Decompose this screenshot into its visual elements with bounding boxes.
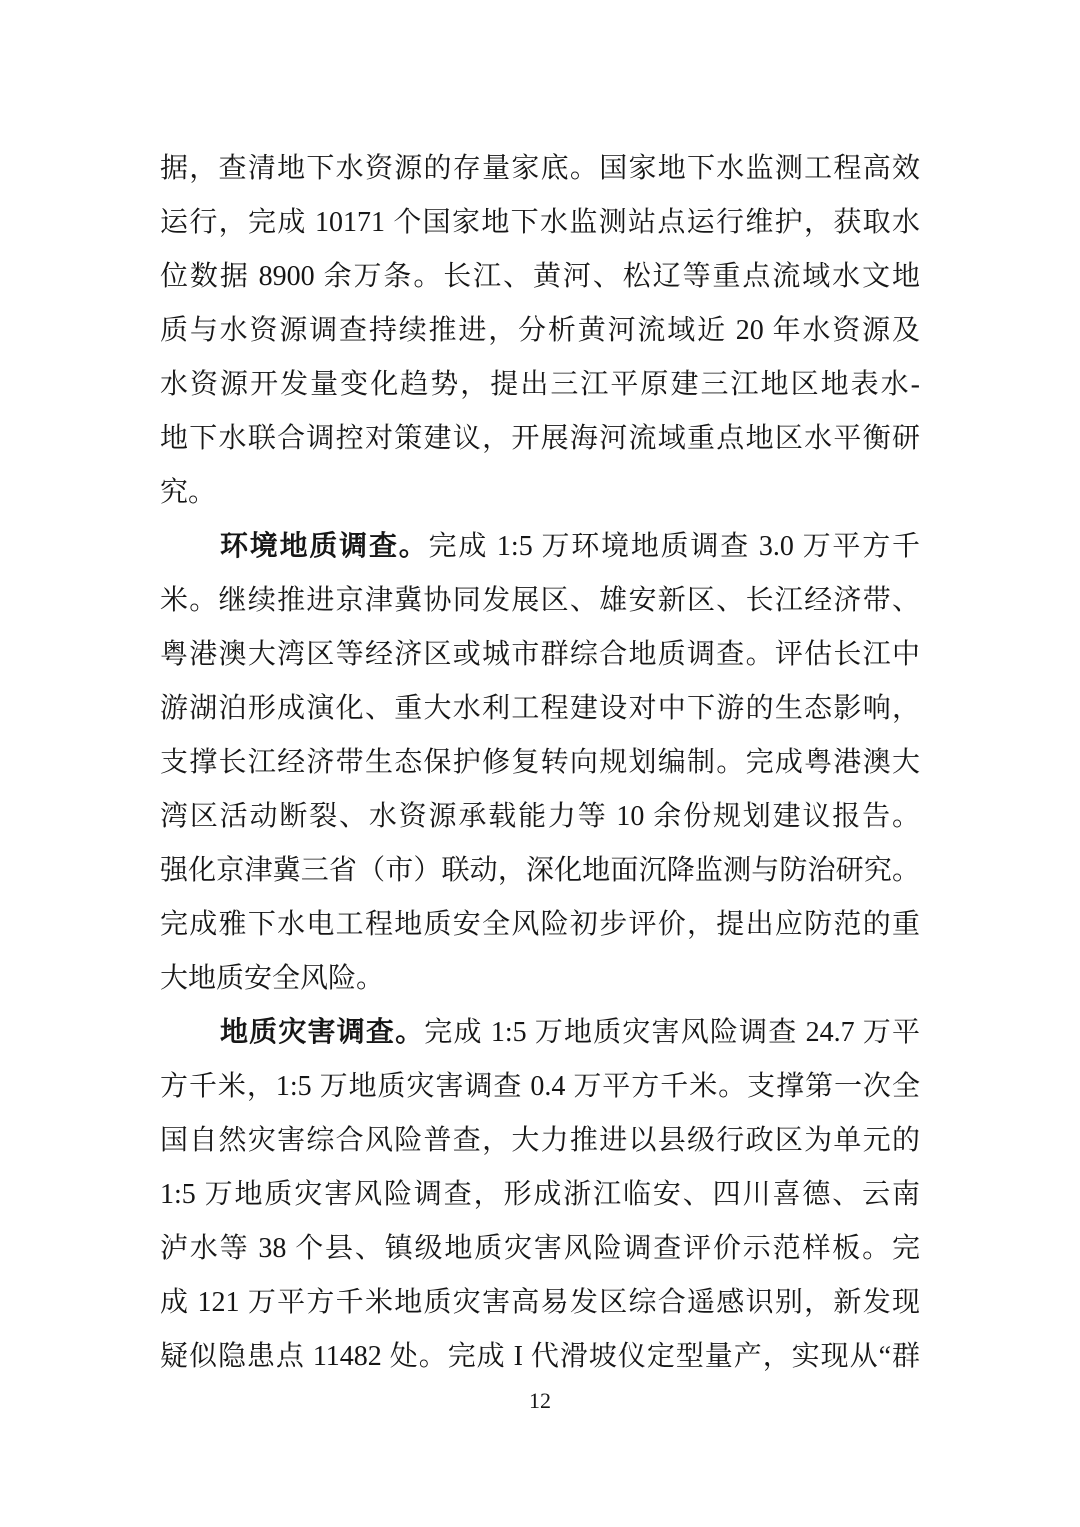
text-run: 1:5 万地质灾害风险调查，形成浙江临安、四川喜德、云南	[160, 1179, 920, 1210]
text-line	[160, 1114, 920, 1168]
text-run: 米。继续推进京津冀协同发展区、雄安新区、长江经济带、	[160, 585, 920, 616]
text-run: 完成雅下水电工程地质安全风险初步评价，提出应防范的重	[160, 909, 920, 940]
text-line	[160, 520, 920, 574]
text-line	[160, 304, 920, 358]
text-run: 大地质安全风险。	[160, 963, 385, 994]
text-line	[160, 682, 920, 736]
text-run: 完成 1:5 万环境地质调查 3.0 万平方千	[428, 531, 920, 562]
text-run: 方千米，1:5 万地质灾害调查 0.4 万平方千米。支撑第一次全	[160, 1071, 920, 1102]
text-line	[160, 466, 920, 520]
text-run: 运行，完成 10171 个国家地下水监测站点运行维护，获取水	[160, 207, 920, 238]
text-line	[160, 250, 920, 304]
text-run: 泸水等 38 个县、镇级地质灾害风险调查评价示范样板。完	[160, 1233, 920, 1264]
text-line	[160, 1222, 920, 1276]
text-run: 完成 1:5 万地质灾害风险调查 24.7 万平	[424, 1017, 920, 1048]
text-line	[160, 790, 920, 844]
text-run: 据，查清地下水资源的存量家底。国家地下水监测工程高效	[160, 153, 920, 184]
text-line	[160, 1168, 920, 1222]
text-run: 游湖泊形成演化、重大水利工程建设对中下游的生态影响，	[160, 693, 920, 724]
text-line	[160, 1006, 920, 1060]
text-run: 粤港澳大湾区等经济区或城市群综合地质调查。评估长江中	[160, 639, 920, 670]
text-line	[160, 1330, 920, 1384]
text-line	[160, 1276, 920, 1330]
text-run: 国自然灾害综合风险普查，大力推进以县级行政区为单元的	[160, 1125, 920, 1156]
text-line	[160, 358, 920, 412]
text-run: 强化京津冀三省（市）联动，深化地面沉降监测与防治研究。	[160, 855, 920, 886]
text-run: 湾区活动断裂、水资源承载能力等 10 余份规划建议报告。	[160, 801, 920, 832]
paragraph-heading-run: 环境地质调查。	[220, 531, 429, 562]
page-number: 12	[529, 1388, 551, 1413]
text-run: 水资源开发量变化趋势，提出三江平原建三江地区地表水-	[160, 369, 920, 400]
text-line	[160, 952, 920, 1006]
text-line	[160, 844, 920, 898]
text-run: 成 121 万平方千米地质灾害高易发区综合遥感识别，新发现	[160, 1287, 920, 1318]
text-line	[160, 628, 920, 682]
text-line	[160, 412, 920, 466]
text-line	[160, 736, 920, 790]
text-line	[160, 196, 920, 250]
text-run: 究。	[160, 477, 217, 508]
text-run: 地下水联合调控对策建议，开展海河流域重点地区水平衡研	[160, 423, 920, 454]
text-line	[160, 574, 920, 628]
document-body	[160, 142, 920, 1384]
text-run: 支撑长江经济带生态保护修复转向规划编制。完成粤港澳大	[160, 747, 920, 778]
paragraph-heading-run: 地质灾害调查。	[220, 1017, 425, 1048]
text-run: 疑似隐患点 11482 处。完成 I 代滑坡仪定型量产，实现从“群	[160, 1341, 920, 1372]
text-run: 质与水资源调查持续推进，分析黄河流域近 20 年水资源及	[160, 315, 920, 346]
text-run: 位数据 8900 余万条。长江、黄河、松辽等重点流域水文地	[160, 261, 920, 292]
text-line	[160, 898, 920, 952]
text-line	[160, 1060, 920, 1114]
text-line	[160, 142, 920, 196]
